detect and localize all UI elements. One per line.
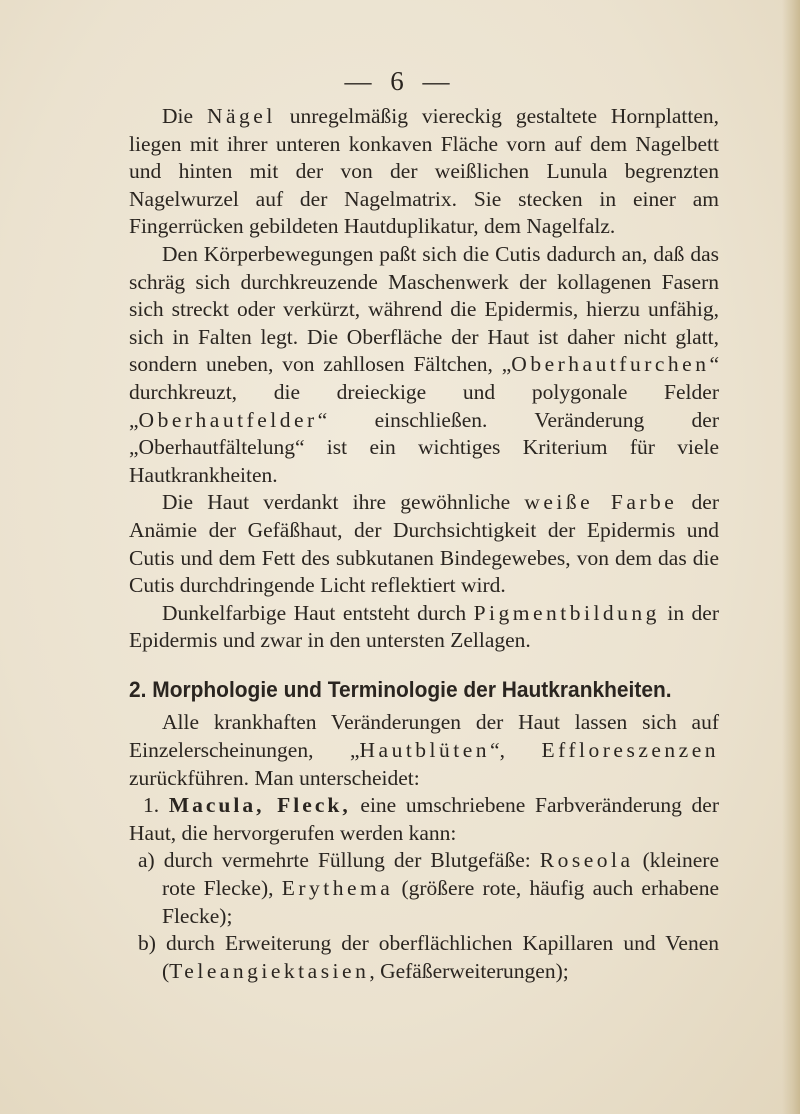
spaced-term-erythema: Erythema: [281, 876, 394, 901]
text-run: durch Erweiterung der oberflächlichen Kapillaren und Venen (: [162, 931, 719, 983]
page-edge-shadow: [782, 0, 800, 1114]
paragraph-farbe: [129, 489, 719, 599]
spaced-term-naegel: Nägel: [206, 104, 276, 128]
list-label: a): [138, 848, 164, 873]
spaced-term-roseola: Roseola: [539, 848, 634, 873]
paragraph-koerperbewegungen: [129, 241, 719, 489]
text-run: Alle krankhaften Veränderungen der Haut lassen sich auf Einzelerscheinungen, „: [129, 710, 719, 763]
text-run: Dunkelfarbige Haut entsteht durch: [162, 600, 474, 625]
text-run: Die Haut verdankt ihre gewöhnliche: [162, 490, 525, 515]
text-run: der Anämie der Gefäßhaut, der Durchsichtigkeit der Epidermis und Cutis und dem Fett des subkutanen Bindegewebes, von dem das die Cutis durchdringende Licht reflektiert wird.: [129, 490, 719, 598]
spaced-term-pigmentbildung: Pigmentbildung: [473, 600, 660, 625]
text-run: eine umschriebene Farbveränderung der Haut, die hervorgerufen werden kann:: [129, 793, 720, 845]
text-run: , Gefäßerweiterungen);: [369, 958, 569, 983]
page-number: — 6 —: [344, 66, 456, 96]
text-run: zurückführen. Man unterscheidet:: [129, 765, 420, 790]
paragraph-pigment: [129, 600, 719, 655]
spaced-term-teleangiektasien: Teleangiektasien: [169, 958, 370, 983]
paragraph-effloreszenzen: [129, 709, 719, 792]
text-run: “ einschließen. Veränderung der „Oberhautfältelung“ ist ein wichtiges Kriterium für viele Hautkrankheiten.: [129, 407, 719, 487]
text-run: in der Epidermis und zwar in den untersten Zellagen.: [129, 600, 719, 653]
list-label: b): [138, 931, 166, 956]
section-heading: 2. Morphologie und Terminologie der Hautkrankheiten.: [129, 676, 672, 702]
list-number: 1.: [143, 793, 169, 818]
list-item-a: [129, 847, 719, 930]
spaced-term-oberhautfurchen: Oberhautfurchen: [511, 352, 710, 377]
paragraph-naegel: [129, 103, 719, 241]
spaced-term-oberhautfelder: Oberhautfelder: [138, 407, 318, 432]
spaced-term-hautblueten: Hautblüten: [359, 738, 491, 763]
spaced-term-effloreszenzen: Effloreszenzen: [541, 738, 719, 763]
text-run: (größere rote, häufig auch erhabene Flecke);: [162, 876, 719, 928]
body-text: [129, 103, 719, 985]
text-run: durch vermehrte Füllung der Blutgefäße:: [163, 848, 540, 873]
list-item-b: [129, 930, 719, 985]
text-run: unregelmäßig viereckig gestaltete Hornplatten, liegen mit ihrer unteren konkaven Fläche vorn auf dem Nagelbett und hinten mit der von der weißlichen Lunula begrenzten Nagelwurzel auf der Nagelmatrix. Sie stecken in einer am Fingerrücken gebildeten Hautduplikatur, dem Nagelfalz.: [129, 104, 719, 239]
list-item-macula: [129, 792, 719, 847]
text-run: Den Körperbewegungen paßt sich die Cutis dadurch an, daß das schräg sich durchkreuzende Maschenwerk der kollagenen Fasern sich streckt oder verkürzt, während die Epidermis, hierzu unfähig, sich in Falten legt. Die Oberfläche der Haut ist daher nicht glatt, sondern uneben, von zahllosen Fältchen, „: [129, 241, 719, 377]
text-run: “,: [490, 738, 542, 763]
text-run: Die: [162, 104, 207, 128]
spaced-term-weisse-farbe: weiße Farbe: [524, 490, 678, 515]
text-run: “ durchkreuzt, die dreieckige und polygonale Felder „: [129, 352, 719, 432]
text-run: (kleinere rote Flecke),: [162, 848, 719, 901]
spaced-term-macula: Macula, Fleck,: [168, 793, 351, 818]
